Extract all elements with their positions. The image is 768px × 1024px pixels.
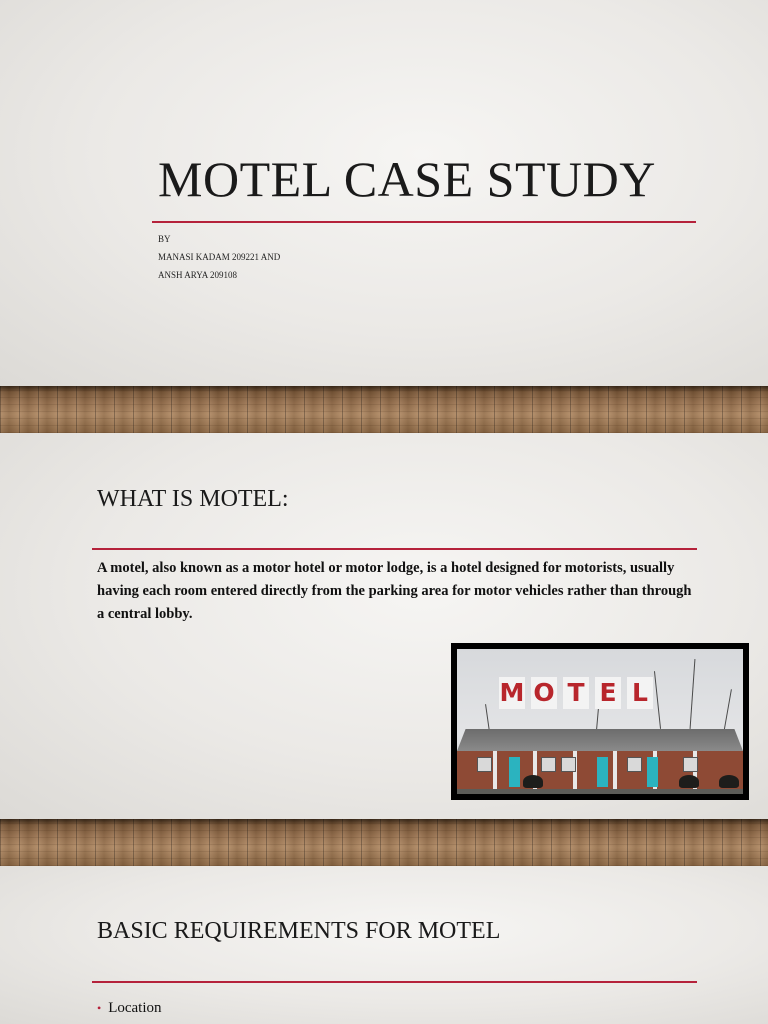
sign-letter: O [531, 677, 557, 709]
motel-window [561, 757, 576, 772]
motel-roof [457, 729, 743, 751]
byline [158, 230, 280, 284]
list-item [97, 1000, 162, 1017]
motel-window [683, 757, 698, 772]
wood-floor-divider [0, 819, 768, 866]
motel-door [647, 757, 658, 787]
title-divider [152, 221, 696, 223]
shrub [719, 775, 739, 788]
bullet-dot-icon: • [97, 1001, 102, 1015]
sign-letter: L [627, 677, 653, 709]
heading-divider [92, 981, 697, 983]
shrub [679, 775, 699, 788]
sign-letter: E [595, 677, 621, 709]
sign-letter: T [563, 677, 589, 709]
motel-photo [451, 643, 749, 800]
motel-sign [499, 677, 653, 709]
motel-window [477, 757, 492, 772]
slide-title [0, 0, 768, 386]
motel-door [597, 757, 608, 787]
heading-divider [92, 548, 697, 550]
wood-floor-divider [0, 386, 768, 433]
porch-post [493, 751, 497, 789]
slide-title-heading: MOTEL CASE STUDY [158, 151, 656, 207]
motel-window [627, 757, 642, 772]
byline-line: BY [158, 234, 171, 244]
list-item-label: Location [108, 1000, 162, 1016]
shrub [523, 775, 543, 788]
motel-door [509, 757, 520, 787]
byline-line: MANASI KADAM 209221 AND [158, 252, 281, 262]
sign-letter: M [499, 678, 525, 707]
motel-window [541, 757, 556, 772]
slide2-heading: WHAT IS MOTEL: [97, 486, 289, 512]
byline-line: ANSH ARYA 209108 [158, 270, 238, 280]
motel-definition-text: A motel, also known as a motor hotel or motor lodge, is a hotel designed for motorists, usually having each room entered directly from the parking area for motor vehicles rather than through a central lobby. [97, 560, 692, 622]
slide3-heading: BASIC REQUIREMENTS FOR MOTEL [97, 918, 501, 944]
requirements-list [97, 1000, 162, 1017]
parking-lot [457, 789, 743, 800]
porch-post [613, 751, 617, 789]
